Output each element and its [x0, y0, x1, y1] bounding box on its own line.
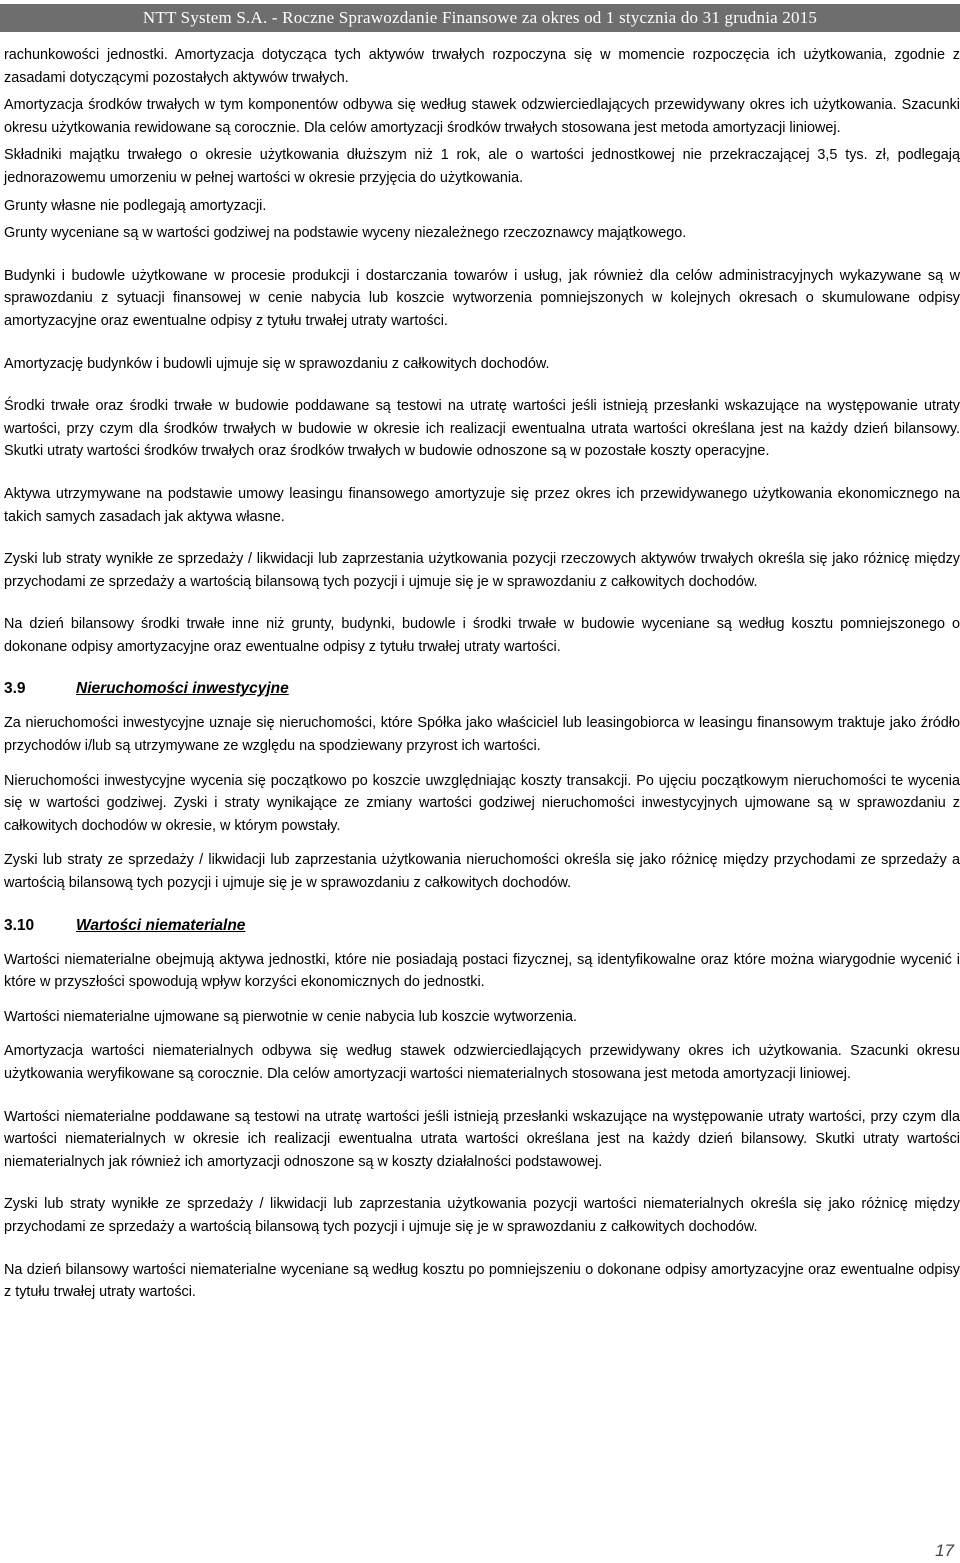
- paragraph: Za nieruchomości inwestycyjne uznaje się nieruchomości, które Spółka jako właściciel lub leasingobiorca w leasingu finansowym traktuje jako źródło przychodów i/lub są utrzymywane ze względu na spodziewany przyrost ich wartości.: [4, 715, 960, 755]
- paragraph: Składniki majątku trwałego o okresie użytkowania dłuższym niż 1 rok, ale o wartości jednostkowej nie przekraczającej 3,5 tys. zł, podlegają jednorazowemu umorzeniu w pełnej wartości w okresie przyjęcia do użytkowania.: [4, 147, 960, 186]
- section-heading-3-10: [4, 915, 960, 937]
- paragraph: Budynki i budowle użytkowane w procesie produkcji i dostarczania towarów i usług, jak również dla celów administracyjnych wykazywane są w sprawozdaniu z sytuacji finansowej w cenie nabycia lub koszcie wytworzenia pomniejszonych w kolejnych okresach o skumulowane odpisy amortyzacyjne oraz ewentualne odpisy z tytułu trwałej utraty wartości.: [4, 267, 960, 329]
- section-number: 3.10: [4, 916, 35, 934]
- paragraph: Wartości niematerialne poddawane są testowi na utratę wartości jeśli istnieją przesłanki wskazujące na występowanie utraty wartości, przy czym dla wartości niematerialnych w okresie ich realizacji ewentualna utrata wartości określana jest na każdy dzień bilansowy. Skutki utraty wartości niematerialnych jak również ich amortyzacji odnoszone są w koszty działalności podstawowej.: [4, 1108, 960, 1170]
- section-title: Wartości niematerialne: [76, 916, 246, 934]
- paragraph: Nieruchomości inwestycyjne wycenia się początkowo po koszcie uwzględniając koszty transakcji. Po ujęciu początkowym nieruchomości te wycenia się w wartości godziwej. Zyski i straty wynikające ze zmiany wartości godziwej nieruchomości inwestycyjnych ujmowane są w sprawozdaniu z całkowitych dochodów w okresie, w którym powstały.: [4, 772, 960, 834]
- paragraph: Środki trwałe oraz środki trwałe w budowie poddawane są testowi na utratę wartości jeśli istnieją przesłanki wskazujące na występowanie utraty wartości, przy czym dla środków trwałych w budowie w okresie ich realizacji ewentualna utrata wartości określana jest na każdy dzień bilansowy. Skutki utraty wartości środków trwałych oraz środków trwałych w budowie odnoszone są w pozostałe koszty operacyjne.: [4, 398, 960, 460]
- section-title: Nieruchomości inwestycyjne: [76, 680, 289, 698]
- paragraph: Grunty własne nie podlegają amortyzacji.: [4, 197, 267, 214]
- paragraph: Wartości niematerialne ujmowane są pierwotnie w cenie nabycia lub koszcie wytworzenia.: [4, 1008, 577, 1025]
- paragraph: Na dzień bilansowy środki trwałe inne niż grunty, budynki, budowle i środki trwałe w budowie wyceniane są według kosztu pomniejszonego o dokonane odpisy amortyzacyjne oraz ewentualne odpisy z tytułu trwałej utraty wartości.: [4, 616, 960, 655]
- paragraph: Na dzień bilansowy wartości niematerialne wyceniane są według kosztu po pomniejszeniu o dokonane odpisy amortyzacyjne oraz ewentualne odpisy z tytułu trwałej utraty wartości.: [4, 1261, 960, 1301]
- paragraph: Zyski lub straty wynikłe ze sprzedaży / likwidacji lub zaprzestania użytkowania pozycji rzeczowych aktywów trwałych określa się jako różnicę między przychodami ze sprzedaży a wartością bilansową tych pozycji i ujmuje się je w sprawozdaniu z całkowitych dochodów.: [4, 551, 960, 590]
- paragraph: Amortyzacja środków trwałych w tym komponentów odbywa się według stawek odzwierciedlających przewidywany okres ich użytkowania. Szacunki okresu użytkowania rewidowane są corocznie. Dla celów amortyzacji środków trwałych stosowana jest metoda amortyzacji liniowej.: [4, 97, 960, 136]
- paragraph: rachunkowości jednostki. Amortyzacja dotycząca tych aktywów trwałych rozpoczyna się w momencie rozpoczęcia ich użytkowania, zgodnie z zasadami dotyczącymi pozostałych aktywów trwałych.: [4, 47, 960, 86]
- paragraph: Zyski lub straty wynikłe ze sprzedaży / likwidacji lub zaprzestania użytkowania pozycji wartości niematerialnych określa się jako różnicę między przychodami ze sprzedaży a wartością bilansową tych pozycji i ujmuje się je w sprawozdaniu z całkowitych dochodów.: [4, 1196, 960, 1235]
- paragraph: Amortyzację budynków i budowli ujmuje się w sprawozdaniu z całkowitych dochodów.: [4, 355, 550, 372]
- paragraph: Aktywa utrzymywane na podstawie umowy leasingu finansowego amortyzuje się przez okres ich przewidywanego użytkowania ekonomicznego na takich samych zasadach jak aktywa własne.: [4, 485, 960, 525]
- section-heading-3-9: [4, 678, 960, 700]
- document-body: [4, 44, 960, 1316]
- page-number: 17: [935, 1541, 954, 1560]
- paragraph: Zyski lub straty ze sprzedaży / likwidacji lub zaprzestania użytkowania nieruchomości określa się jako różnicę między przychodami ze sprzedaży a wartością bilansową tych pozycji i ujmuje się je w sprawozdaniu z całkowitych dochodów.: [4, 852, 960, 892]
- paragraph: Amortyzacja wartości niematerialnych odbywa się według stawek odzwierciedlających przewidywany okres ich użytkowania. Szacunki okresu użytkowania weryfikowane są corocznie. Dla celów amortyzacji wartości niematerialnych stosowana jest metoda amortyzacji liniowej.: [4, 1043, 960, 1082]
- paragraph: Wartości niematerialne obejmują aktywa jednostki, które nie posiadają postaci fizycznej, są identyfikowalne oraz które można wiarygodnie wycenić i które w przyszłości spowodują wpływ korzyści ekonomicznych do jednostki.: [4, 951, 960, 991]
- section-number: 3.9: [4, 680, 26, 698]
- paragraph: Grunty wyceniane są w wartości godziwej na podstawie wyceny niezależnego rzeczoznawcy majątkowego.: [4, 225, 687, 242]
- document-header: NTT System S.A. - Roczne Sprawozdanie Finansowe za okres od 1 stycznia do 31 grudnia 2015: [0, 4, 960, 32]
